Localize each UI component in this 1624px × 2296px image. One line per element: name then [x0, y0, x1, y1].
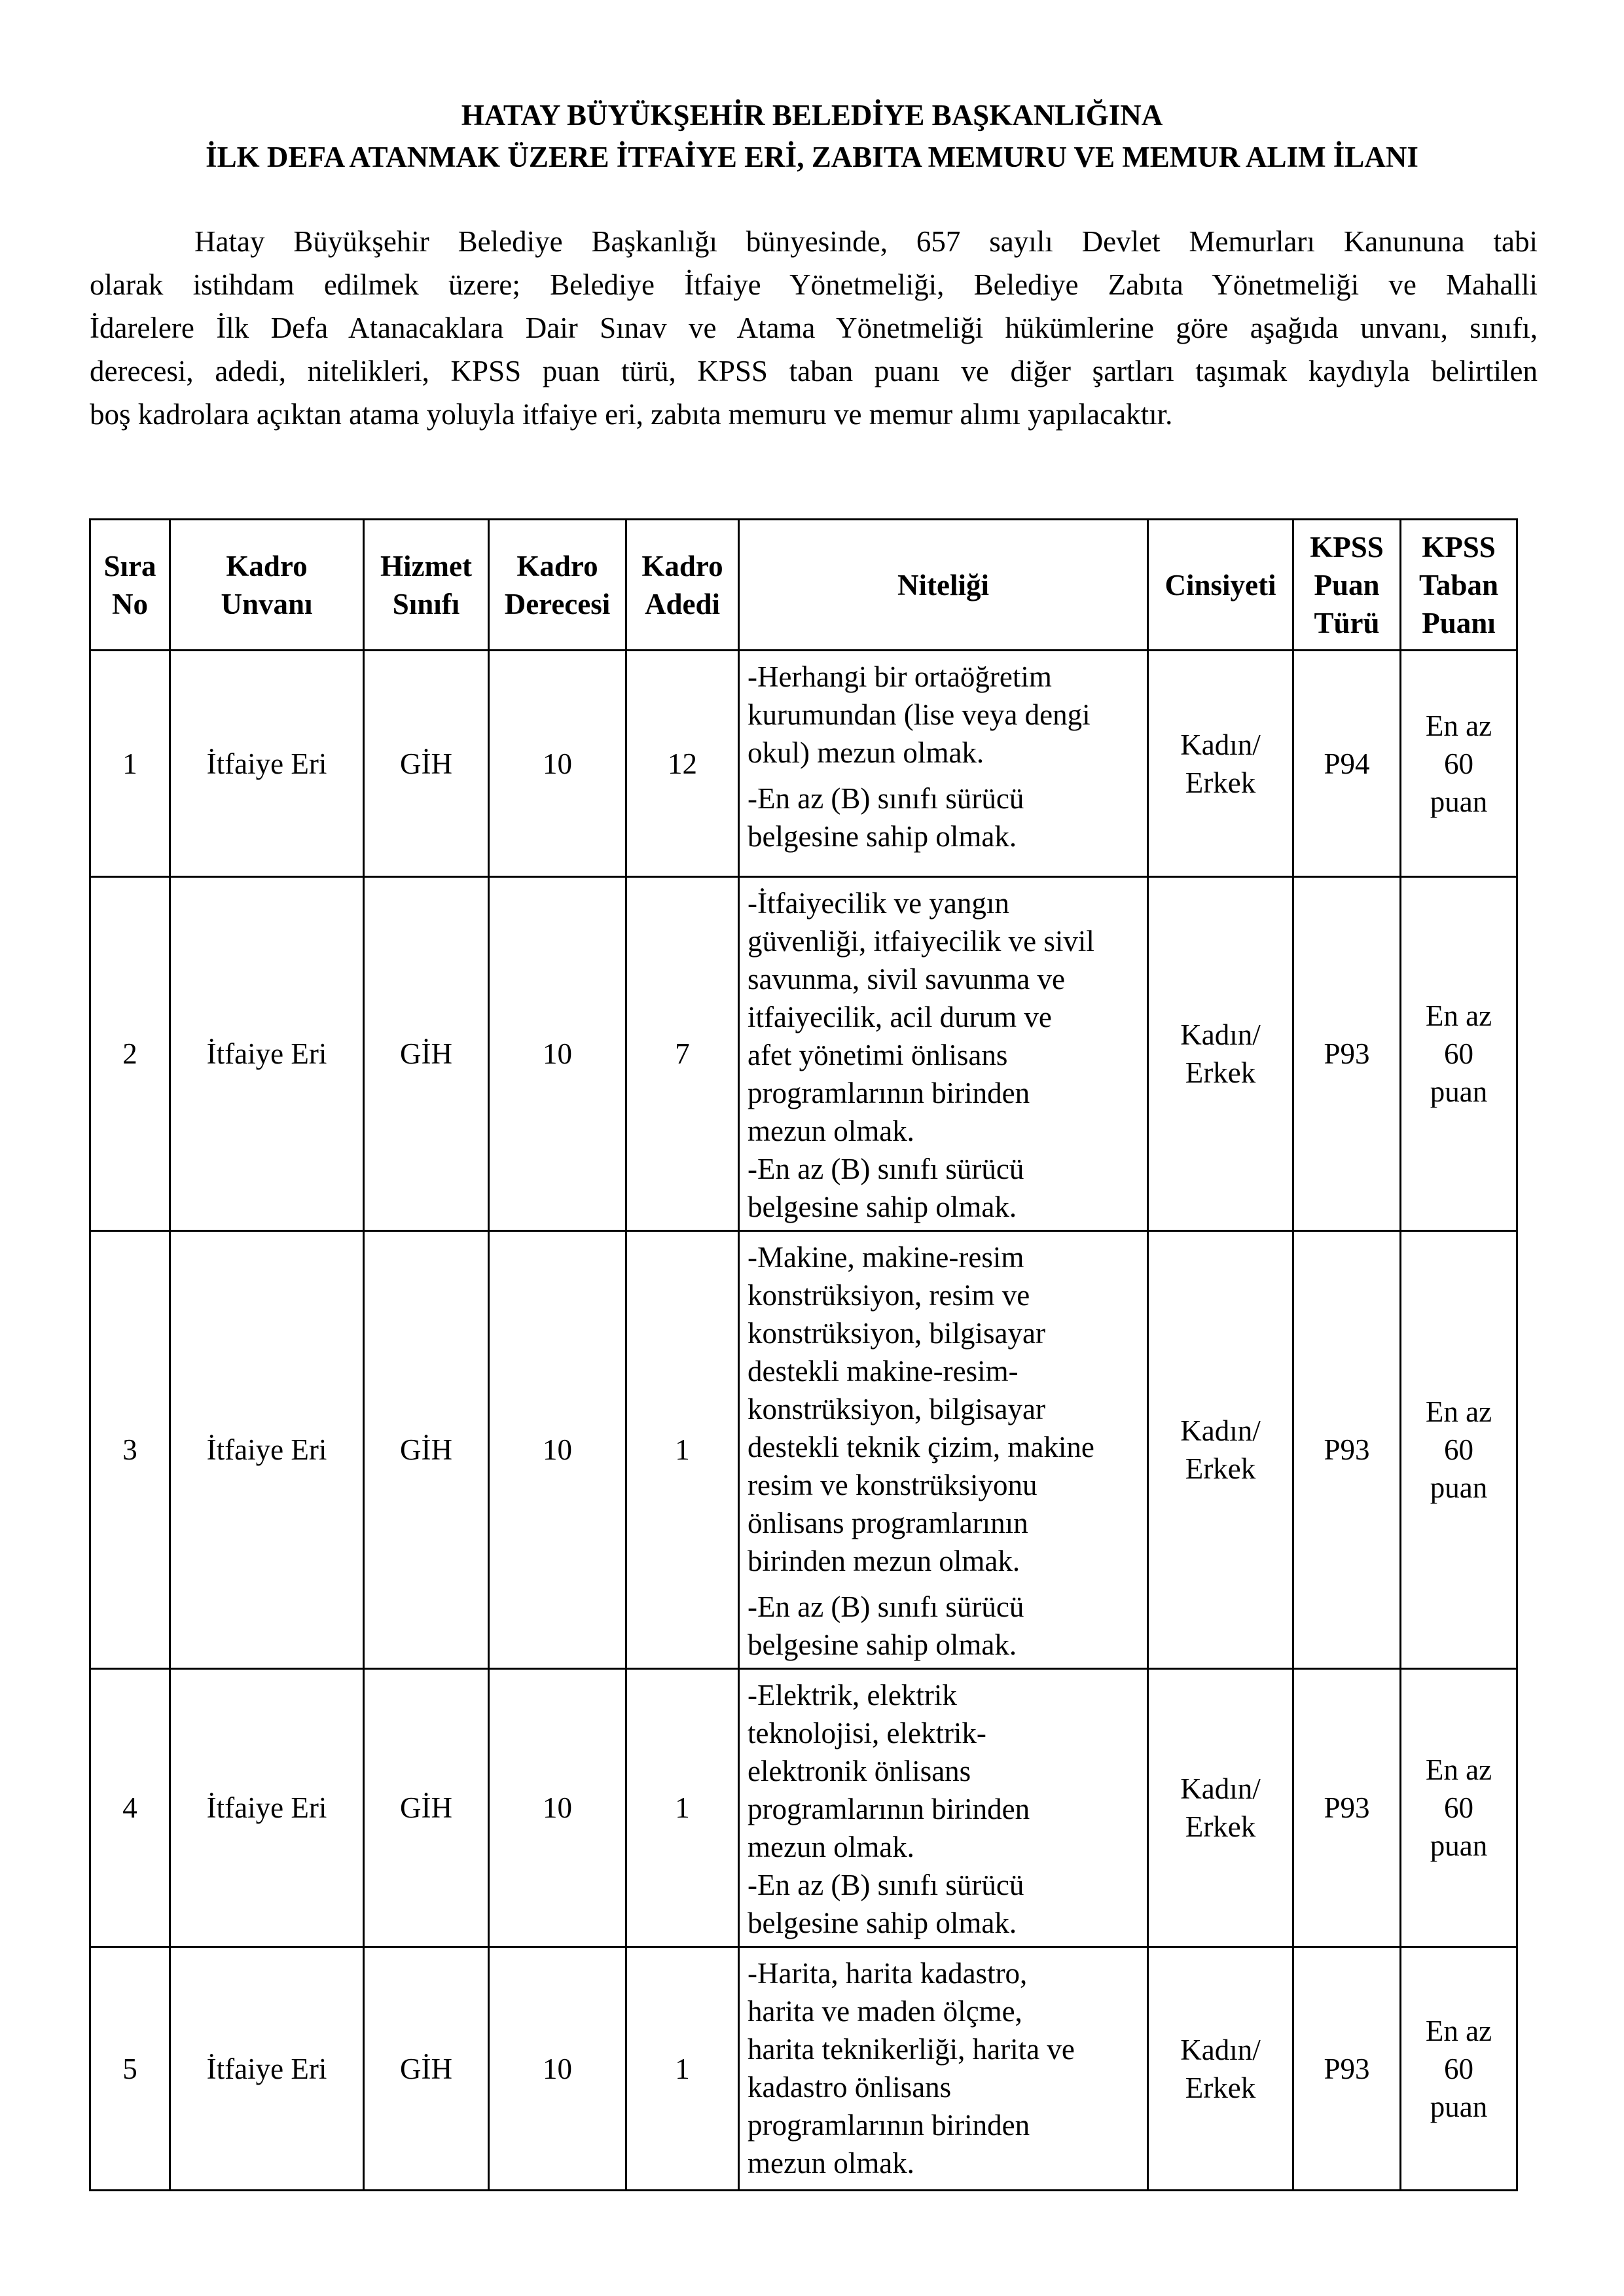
- intro-line: Hatay Büyükşehir Belediye Başkanlığı bünyesinde, 657 sayılı Devlet Memurları Kanununa tabi: [194, 225, 1538, 258]
- cell-kpss-taban-puani: [1401, 1669, 1517, 1947]
- cell-kpss-taban-puani: [1401, 877, 1517, 1231]
- nitelik-line: mezun olmak.: [748, 1831, 914, 1863]
- cell-cinsiyeti-line: Erkek: [1185, 1056, 1256, 1089]
- cell-kpss-taban-puani-line: 60: [1444, 2052, 1473, 2085]
- header-cinsiyeti: Cinsiyeti: [1148, 520, 1293, 651]
- nitelik-line: belgesine sahip olmak.: [748, 1628, 1017, 1661]
- cell-kpss-puan-turu: P93: [1293, 1231, 1401, 1669]
- table-row: [90, 877, 1517, 1231]
- cell-sira-no: 3: [90, 1231, 170, 1669]
- cell-cinsiyeti-line: Erkek: [1185, 1810, 1256, 1843]
- intro-line: olarak istihdam edilmek üzere; Belediye İtfaiye Yönetmeliği, Belediye Zabıta Yönetmeliği ve Mahalli: [90, 268, 1538, 301]
- positions-table: [89, 518, 1518, 2191]
- header-niteligi: Niteliği: [739, 520, 1148, 651]
- cell-kpss-puan-turu: P94: [1293, 651, 1401, 877]
- nitelik-line: konstrüksiyon, bilgisayar: [748, 1317, 1045, 1350]
- header-hizmet-sinifi: Hizmet Sınıfı: [364, 520, 489, 651]
- nitelik-line: teknolojisi, elektrik-: [748, 1717, 986, 1749]
- nitelik-line: belgesine sahip olmak.: [748, 820, 1017, 853]
- nitelik-line: belgesine sahip olmak.: [748, 1907, 1017, 1939]
- cell-kadro-adedi: 12: [626, 651, 739, 877]
- cell-kpss-taban-puani-line: En az: [1425, 2014, 1492, 2047]
- intro-paragraph: [90, 220, 1538, 436]
- cell-kadro-unvani: İtfaiye Eri: [170, 877, 364, 1231]
- cell-hizmet-sinifi: GİH: [364, 1947, 489, 2191]
- nitelik-line: güvenliği, itfaiyecilik ve sivil: [748, 925, 1094, 958]
- nitelik-line: harita ve maden ölçme,: [748, 1995, 1022, 2028]
- table-row: [90, 651, 1517, 877]
- cell-kpss-taban-puani: [1401, 651, 1517, 877]
- cell-kadro-unvani: İtfaiye Eri: [170, 1231, 364, 1669]
- announcement-title-line-1: HATAY BÜYÜKŞEHİR BELEDİYE BAŞKANLIĞINA: [461, 99, 1163, 132]
- cell-hizmet-sinifi: GİH: [364, 877, 489, 1231]
- announcement-title-line-2: İLK DEFA ATANMAK ÜZERE İTFAİYE ERİ, ZABITA MEMURU VE MEMUR ALIM İLANI: [206, 141, 1418, 173]
- nitelik-line: mezun olmak.: [748, 2147, 914, 2179]
- nitelik-line: destekli teknik çizim, makine: [748, 1431, 1094, 1463]
- nitelik-line: kadastro önlisans: [748, 2071, 952, 2104]
- cell-kadro-adedi: 7: [626, 877, 739, 1231]
- cell-kpss-taban-puani-line: En az: [1425, 999, 1492, 1032]
- cell-kadro-adedi: 1: [626, 1947, 739, 2191]
- cell-niteligi: [739, 1947, 1148, 2191]
- nitelik-line: konstrüksiyon, bilgisayar: [748, 1393, 1045, 1426]
- nitelik-line: programlarının birinden: [748, 1793, 1030, 1825]
- nitelik-line: resim ve konstrüksiyonu: [748, 1469, 1038, 1501]
- cell-kadro-unvani: İtfaiye Eri: [170, 651, 364, 877]
- nitelik-line: belgesine sahip olmak.: [748, 1191, 1017, 1223]
- cell-kadro-derecesi: 10: [489, 877, 626, 1231]
- nitelik-line: kurumundan (lise veya dengi: [748, 698, 1091, 731]
- cell-cinsiyeti: [1148, 1947, 1293, 2191]
- table-header-row: [90, 520, 1517, 651]
- cell-niteligi: [739, 1231, 1148, 1669]
- nitelik-line: -En az (B) sınıfı sürücü: [748, 782, 1024, 815]
- nitelik-line: elektronik önlisans: [748, 1755, 971, 1787]
- cell-niteligi: [739, 1669, 1148, 1947]
- cell-kadro-unvani: İtfaiye Eri: [170, 1947, 364, 2191]
- nitelik-line: programlarının birinden: [748, 2109, 1030, 2142]
- cell-cinsiyeti-line: Erkek: [1185, 2071, 1256, 2104]
- cell-kadro-adedi: 1: [626, 1231, 739, 1669]
- cell-kadro-derecesi: 10: [489, 1231, 626, 1669]
- header-kpss-taban-puani: KPSS Taban Puanı: [1401, 520, 1517, 651]
- cell-kpss-taban-puani-line: puan: [1430, 1075, 1488, 1108]
- header-kpss-puan-turu: KPSS Puan Türü: [1293, 520, 1401, 651]
- cell-kpss-puan-turu: P93: [1293, 1669, 1401, 1947]
- header-sira-no: Sıra No: [90, 520, 170, 651]
- nitelik-line: savunma, sivil savunma ve: [748, 963, 1065, 996]
- nitelik-line: -En az (B) sınıfı sürücü: [748, 1153, 1024, 1185]
- nitelik-line: harita teknikerliği, harita ve: [748, 2033, 1075, 2066]
- cell-kpss-taban-puani-line: En az: [1425, 709, 1492, 742]
- intro-line: İdarelere İlk Defa Atanacaklara Dair Sınav ve Atama Yönetmeliği hükümlerine göre aşağıda unvanı, sınıfı,: [90, 312, 1538, 344]
- cell-kpss-taban-puani-line: puan: [1430, 1829, 1488, 1862]
- cell-cinsiyeti-line: Kadın/: [1180, 728, 1261, 761]
- cell-cinsiyeti: [1148, 1231, 1293, 1669]
- cell-cinsiyeti-line: Kadın/: [1180, 1414, 1261, 1447]
- nitelik-line: afet yönetimi önlisans: [748, 1039, 1008, 1071]
- cell-hizmet-sinifi: GİH: [364, 1231, 489, 1669]
- cell-cinsiyeti-line: Kadın/: [1180, 1018, 1261, 1051]
- cell-kadro-derecesi: 10: [489, 651, 626, 877]
- cell-kpss-taban-puani-line: 60: [1444, 747, 1473, 780]
- nitelik-line: programlarının birinden: [748, 1077, 1030, 1109]
- header-kadro-unvani: Kadro Unvanı: [170, 520, 364, 651]
- cell-cinsiyeti-line: Erkek: [1185, 766, 1256, 799]
- cell-sira-no: 4: [90, 1669, 170, 1947]
- nitelik-line: -En az (B) sınıfı sürücü: [748, 1590, 1024, 1623]
- cell-kadro-derecesi: 10: [489, 1947, 626, 2191]
- cell-kpss-taban-puani-line: puan: [1430, 2090, 1488, 2123]
- nitelik-line: konstrüksiyon, resim ve: [748, 1279, 1030, 1312]
- nitelik-line: -Makine, makine-resim: [748, 1241, 1024, 1274]
- nitelik-line: itfaiyecilik, acil durum ve: [748, 1001, 1052, 1033]
- cell-kpss-puan-turu: P93: [1293, 1947, 1401, 2191]
- cell-cinsiyeti: [1148, 1669, 1293, 1947]
- table-row: [90, 1947, 1517, 2191]
- intro-line: boş kadrolara açıktan atama yoluyla itfaiye eri, zabıta memuru ve memur alımı yapılacaktır.: [90, 398, 1173, 431]
- cell-kpss-taban-puani-line: 60: [1444, 1791, 1473, 1824]
- cell-kpss-taban-puani-line: En az: [1425, 1395, 1492, 1428]
- cell-cinsiyeti: [1148, 651, 1293, 877]
- cell-kpss-taban-puani-line: 60: [1444, 1433, 1473, 1466]
- header-kadro-derecesi: Kadro Derecesi: [489, 520, 626, 651]
- cell-kpss-taban-puani-line: 60: [1444, 1037, 1473, 1070]
- cell-cinsiyeti: [1148, 877, 1293, 1231]
- cell-kpss-taban-puani: [1401, 1947, 1517, 2191]
- cell-niteligi: [739, 877, 1148, 1231]
- cell-kpss-taban-puani-line: puan: [1430, 1471, 1488, 1504]
- cell-cinsiyeti-line: Erkek: [1185, 1452, 1256, 1485]
- cell-sira-no: 1: [90, 651, 170, 877]
- table-row: [90, 1231, 1517, 1669]
- nitelik-line: önlisans programlarının: [748, 1507, 1028, 1539]
- cell-niteligi: [739, 651, 1148, 877]
- cell-kadro-derecesi: 10: [489, 1669, 626, 1947]
- cell-hizmet-sinifi: GİH: [364, 651, 489, 877]
- nitelik-line: -Elektrik, elektrik: [748, 1679, 957, 1712]
- cell-kpss-taban-puani-line: puan: [1430, 785, 1488, 818]
- nitelik-line: -Herhangi bir ortaöğretim: [748, 660, 1052, 693]
- nitelik-line: mezun olmak.: [748, 1115, 914, 1147]
- cell-kadro-adedi: 1: [626, 1669, 739, 1947]
- cell-cinsiyeti-line: Kadın/: [1180, 2033, 1261, 2066]
- nitelik-line: okul) mezun olmak.: [748, 736, 984, 769]
- cell-kpss-puan-turu: P93: [1293, 877, 1401, 1231]
- nitelik-line: -İtfaiyecilik ve yangın: [748, 887, 1009, 920]
- cell-sira-no: 5: [90, 1947, 170, 2191]
- cell-kadro-unvani: İtfaiye Eri: [170, 1669, 364, 1947]
- nitelik-line: birinden mezun olmak.: [748, 1545, 1020, 1577]
- nitelik-line: -En az (B) sınıfı sürücü: [748, 1869, 1024, 1901]
- cell-kpss-taban-puani: [1401, 1231, 1517, 1669]
- table-row: [90, 1669, 1517, 1947]
- cell-sira-no: 2: [90, 877, 170, 1231]
- header-kadro-adedi: Kadro Adedi: [626, 520, 739, 651]
- intro-line: derecesi, adedi, nitelikleri, KPSS puan türü, KPSS taban puanı ve diğer şartları taşımak kaydıyla belirtilen: [90, 355, 1538, 387]
- nitelik-line: -Harita, harita kadastro,: [748, 1957, 1028, 1990]
- cell-hizmet-sinifi: GİH: [364, 1669, 489, 1947]
- cell-kpss-taban-puani-line: En az: [1425, 1753, 1492, 1786]
- nitelik-line: destekli makine-resim-: [748, 1355, 1019, 1388]
- cell-cinsiyeti-line: Kadın/: [1180, 1772, 1261, 1805]
